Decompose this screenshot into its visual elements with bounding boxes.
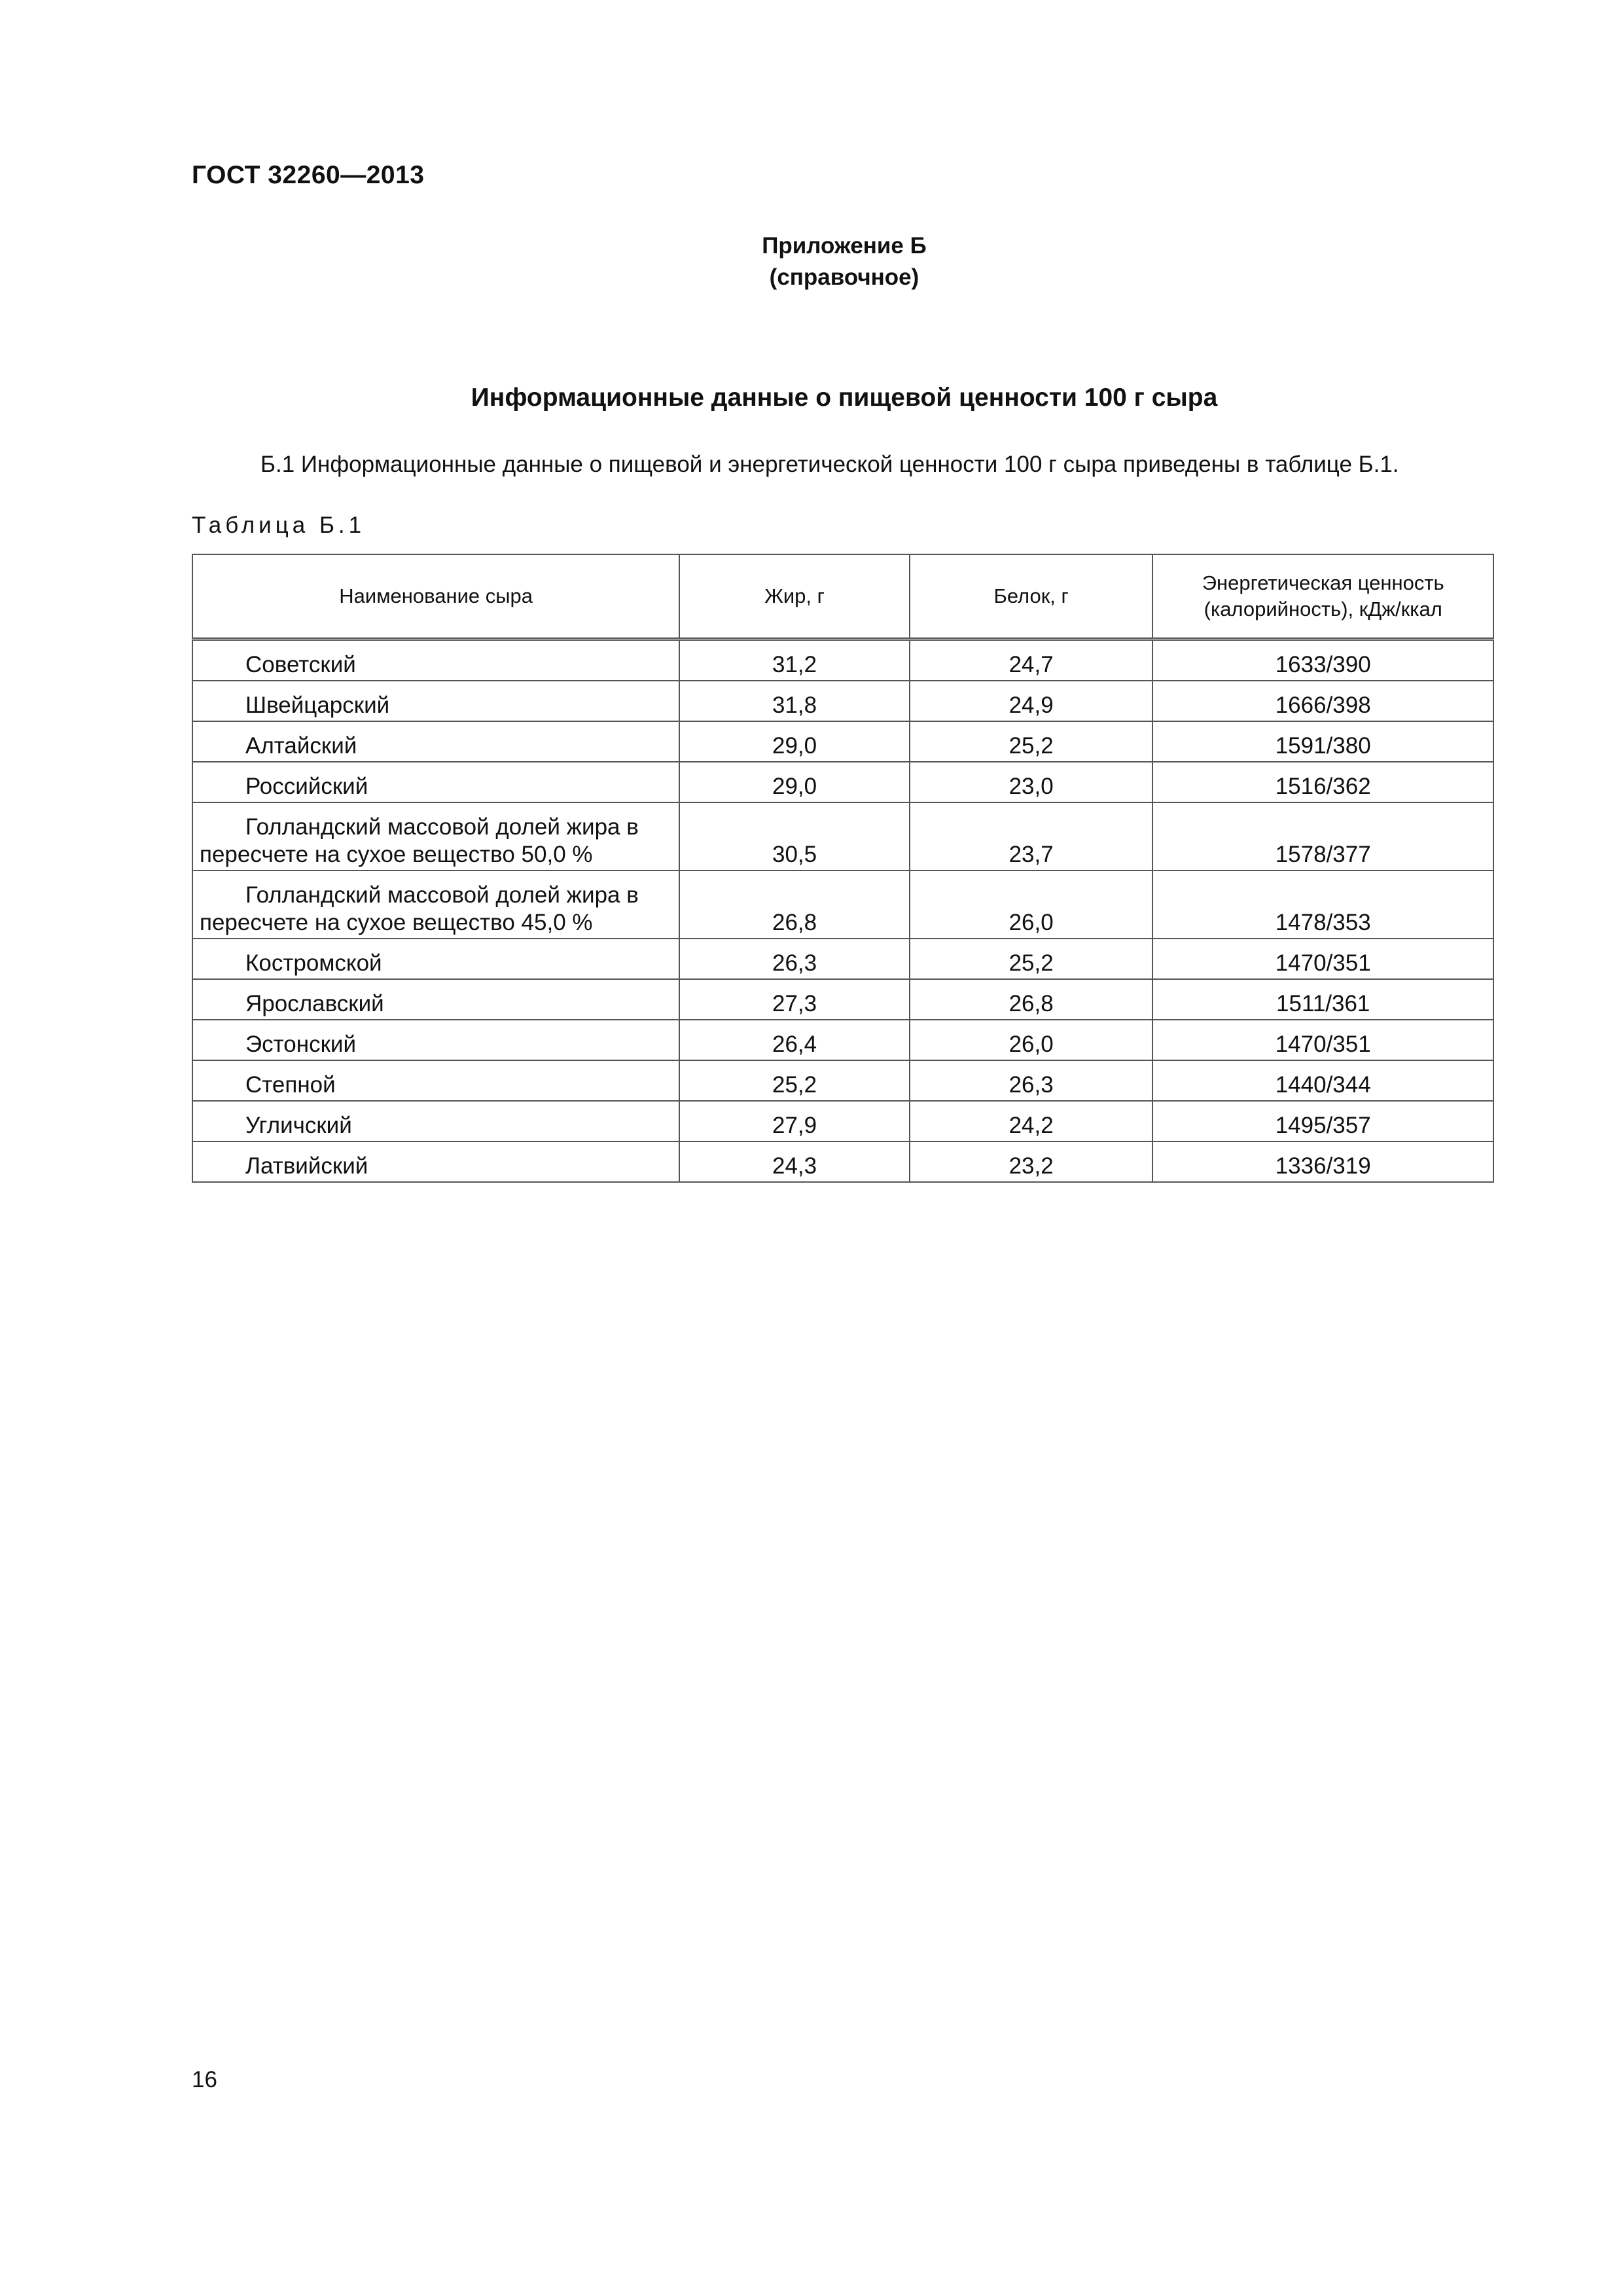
fat-cell: 31,8 <box>679 681 910 721</box>
protein-cell: 26,0 <box>910 870 1153 939</box>
protein-cell: 23,2 <box>910 1141 1153 1182</box>
energy-cell: 1633/390 <box>1152 639 1493 681</box>
nutrition-table <box>192 554 1494 1183</box>
energy-cell: 1578/377 <box>1152 802 1493 870</box>
protein-cell: 24,2 <box>910 1101 1153 1141</box>
section-heading: Информационные данные о пищевой ценности 100 г сыра <box>471 384 1218 412</box>
table-row <box>192 1101 1493 1141</box>
protein-cell: 23,7 <box>910 802 1153 870</box>
table-row <box>192 1060 1493 1101</box>
fat-cell: 29,0 <box>679 721 910 762</box>
cheese-name-cell: Эстонский <box>192 1020 679 1060</box>
energy-cell: 1511/361 <box>1152 979 1493 1020</box>
column-header-fat: Жир, г <box>679 554 910 639</box>
cheese-name-cell: Алтайский <box>192 721 679 762</box>
appendix-title: Приложение Б <box>762 233 927 259</box>
table-row <box>192 639 1493 681</box>
protein-cell: 25,2 <box>910 939 1153 979</box>
table-row <box>192 681 1493 721</box>
cheese-name-cell: Латвийский <box>192 1141 679 1182</box>
table-caption: Таблица Б.1 <box>192 512 366 538</box>
fat-cell: 26,4 <box>679 1020 910 1060</box>
column-header-protein: Белок, г <box>910 554 1153 639</box>
document-code: ГОСТ 32260—2013 <box>192 161 425 189</box>
energy-cell: 1666/398 <box>1152 681 1493 721</box>
protein-cell: 26,3 <box>910 1060 1153 1101</box>
fat-cell: 24,3 <box>679 1141 910 1182</box>
energy-cell: 1470/351 <box>1152 939 1493 979</box>
energy-cell: 1495/357 <box>1152 1101 1493 1141</box>
fat-cell: 31,2 <box>679 639 910 681</box>
cheese-name-cell: Угличский <box>192 1101 679 1141</box>
fat-cell: 27,9 <box>679 1101 910 1141</box>
fat-cell: 30,5 <box>679 802 910 870</box>
table-row <box>192 1141 1493 1182</box>
column-header-name: Наименование сыра <box>192 554 679 639</box>
cheese-name-cell: Российский <box>192 762 679 802</box>
protein-cell: 26,8 <box>910 979 1153 1020</box>
energy-cell: 1591/380 <box>1152 721 1493 762</box>
appendix-subtitle: (справочное) <box>769 264 919 290</box>
cheese-name-cell: Ярославский <box>192 979 679 1020</box>
table-row <box>192 870 1493 939</box>
table-row <box>192 802 1493 870</box>
protein-cell: 25,2 <box>910 721 1153 762</box>
energy-cell: 1336/319 <box>1152 1141 1493 1182</box>
protein-cell: 24,7 <box>910 639 1153 681</box>
energy-cell: 1470/351 <box>1152 1020 1493 1060</box>
cheese-name-cell: Костромской <box>192 939 679 979</box>
column-header-energy: Энергетическая ценность (калорийность), кДж/ккал <box>1152 554 1493 639</box>
cheese-name-cell: Голландский массовой долей жира в пересчете на сухое вещество 50,0 % <box>192 802 679 870</box>
intro-paragraph: Б.1 Информационные данные о пищевой и энергетической ценности 100 г сыра приведены в таблице Б.1. <box>260 452 1399 477</box>
energy-cell: 1516/362 <box>1152 762 1493 802</box>
table-row <box>192 979 1493 1020</box>
protein-cell: 23,0 <box>910 762 1153 802</box>
cheese-name-cell: Голландский массовой долей жира в пересчете на сухое вещество 45,0 % <box>192 870 679 939</box>
fat-cell: 26,8 <box>679 870 910 939</box>
energy-cell: 1440/344 <box>1152 1060 1493 1101</box>
protein-cell: 26,0 <box>910 1020 1153 1060</box>
table-row <box>192 762 1493 802</box>
table-row <box>192 1020 1493 1060</box>
table-header-row <box>192 554 1493 639</box>
fat-cell: 27,3 <box>679 979 910 1020</box>
cheese-name-cell: Степной <box>192 1060 679 1101</box>
fat-cell: 25,2 <box>679 1060 910 1101</box>
fat-cell: 29,0 <box>679 762 910 802</box>
table-row <box>192 939 1493 979</box>
table-row <box>192 721 1493 762</box>
fat-cell: 26,3 <box>679 939 910 979</box>
cheese-name-cell: Советский <box>192 639 679 681</box>
energy-cell: 1478/353 <box>1152 870 1493 939</box>
page-number: 16 <box>192 2067 217 2092</box>
protein-cell: 24,9 <box>910 681 1153 721</box>
cheese-name-cell: Швейцарский <box>192 681 679 721</box>
